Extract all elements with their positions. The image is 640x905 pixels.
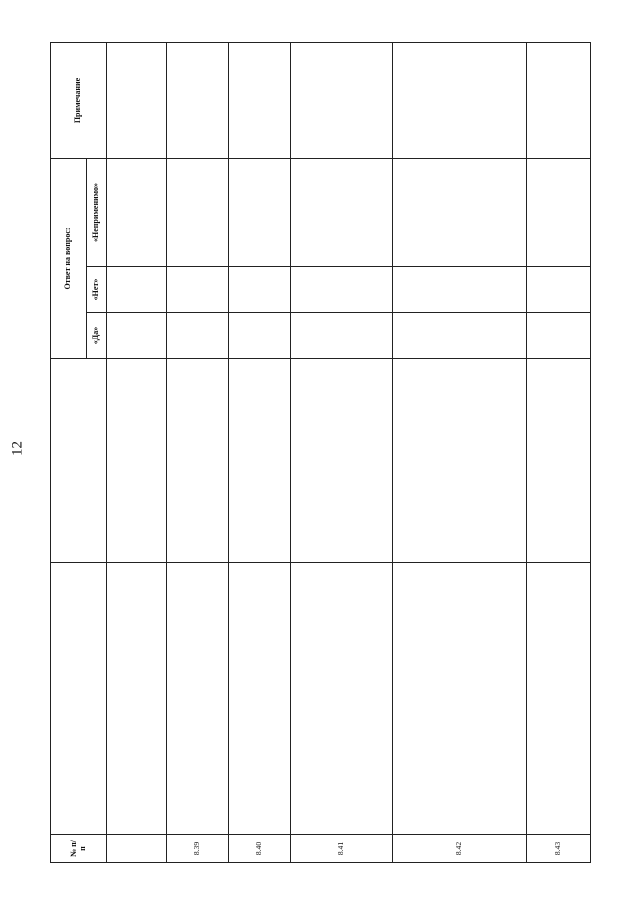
note-cell bbox=[527, 42, 591, 158]
requisites-cell bbox=[393, 358, 527, 562]
note-cell bbox=[393, 42, 527, 158]
table-row bbox=[527, 42, 591, 862]
row-number: 8.39 bbox=[167, 834, 229, 862]
header-note: Примечание bbox=[51, 42, 107, 158]
answer-yes-cell bbox=[167, 312, 229, 358]
answer-no-cell bbox=[107, 266, 167, 312]
answer-yes-cell bbox=[107, 312, 167, 358]
answer-yes-cell bbox=[229, 312, 291, 358]
question-cell bbox=[527, 562, 591, 834]
table-row bbox=[291, 42, 393, 862]
header-question bbox=[51, 562, 107, 834]
answer-yes-cell bbox=[291, 312, 393, 358]
answer-na-cell bbox=[291, 158, 393, 266]
answer-na-cell bbox=[393, 158, 527, 266]
answer-na-cell bbox=[527, 158, 591, 266]
header-no: «Нет» bbox=[87, 266, 107, 312]
answer-na-cell bbox=[107, 158, 167, 266]
answer-no-cell bbox=[393, 266, 527, 312]
note-cell bbox=[107, 42, 167, 158]
row-number bbox=[107, 834, 167, 862]
row-number: 8.43 bbox=[527, 834, 591, 862]
header-num: № п/п bbox=[51, 834, 107, 862]
question-cell bbox=[393, 562, 527, 834]
row-number: 8.42 bbox=[393, 834, 527, 862]
header-not-applicable: «Неприменимо» bbox=[87, 158, 107, 266]
answer-yes-cell bbox=[393, 312, 527, 358]
answer-na-cell bbox=[167, 158, 229, 266]
table-row bbox=[167, 42, 229, 862]
header-answer-group: Ответ на вопрос: bbox=[51, 158, 87, 358]
rotated-page bbox=[50, 43, 590, 863]
question-cell bbox=[107, 562, 167, 834]
note-cell bbox=[167, 42, 229, 158]
row-number: 8.40 bbox=[229, 834, 291, 862]
answer-yes-cell bbox=[527, 312, 591, 358]
requisites-cell bbox=[527, 358, 591, 562]
page-number: 12 bbox=[9, 441, 26, 456]
requisites-cell bbox=[291, 358, 393, 562]
header-yes: «Да» bbox=[87, 312, 107, 358]
requisites-cell bbox=[107, 358, 167, 562]
header-requisites bbox=[51, 358, 107, 562]
header-row-1 bbox=[51, 42, 87, 862]
table-row bbox=[107, 42, 167, 862]
question-cell bbox=[229, 562, 291, 834]
row-number: 8.41 bbox=[291, 834, 393, 862]
note-cell bbox=[291, 42, 393, 158]
requisites-cell bbox=[229, 358, 291, 562]
answer-no-cell bbox=[527, 266, 591, 312]
requirements-table bbox=[50, 41, 591, 862]
question-cell bbox=[291, 562, 393, 834]
requisites-cell bbox=[167, 358, 229, 562]
answer-no-cell bbox=[229, 266, 291, 312]
answer-no-cell bbox=[291, 266, 393, 312]
question-cell bbox=[167, 562, 229, 834]
table-row bbox=[229, 42, 291, 862]
answer-no-cell bbox=[167, 266, 229, 312]
note-cell bbox=[229, 42, 291, 158]
table-row bbox=[393, 42, 527, 862]
answer-na-cell bbox=[229, 158, 291, 266]
